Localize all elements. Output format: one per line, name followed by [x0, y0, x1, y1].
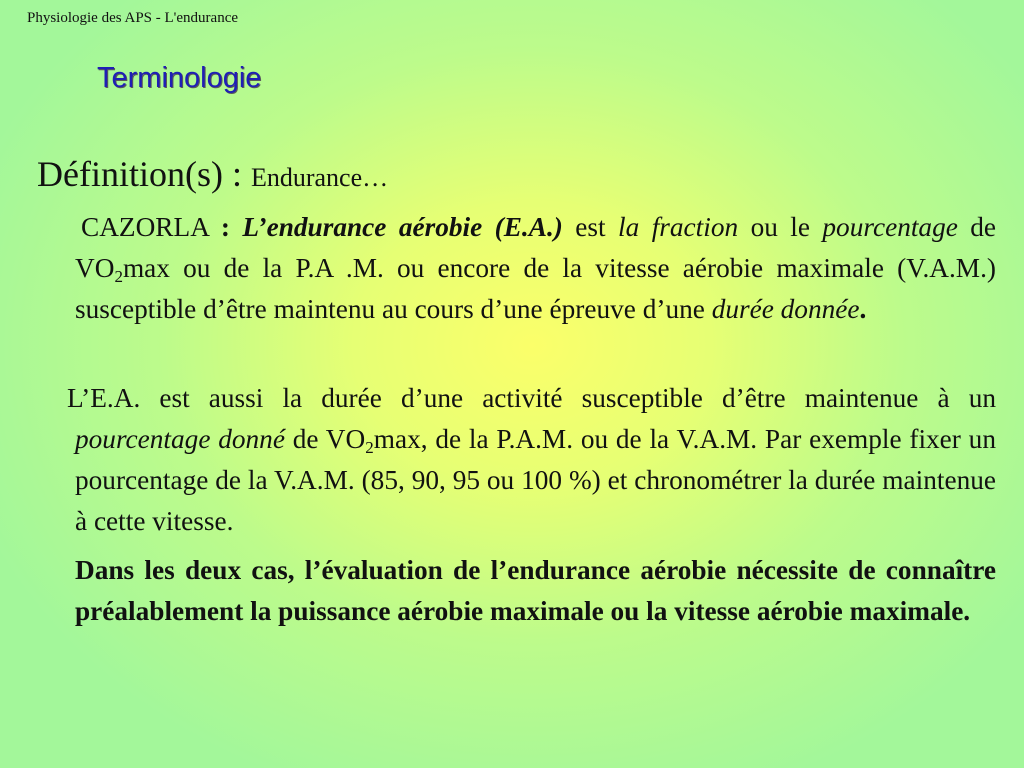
emphasis-pourcentage: pourcentage	[822, 212, 958, 242]
subscript-2: 2	[365, 438, 374, 457]
text: de VO	[75, 212, 997, 283]
emphasis-fraction: la fraction	[618, 212, 739, 242]
colon: :	[220, 212, 230, 242]
slide-title: Terminologie	[97, 62, 262, 94]
author-name: CAZORLA	[81, 212, 209, 242]
term-endurance-aerobie: L’endurance aérobie (E.A.)	[242, 212, 563, 242]
definition-heading-main: Définition(s) :	[37, 154, 242, 194]
text: max, de la P.A.M. ou de la V.A.M. Par exemple fixer un pourcentage de la V.A.M. (85, 90, 95 ou 100 %) et chronométrer la durée maintenue à cette vitesse.	[75, 424, 996, 536]
emphasis-duree-donnee: durée donnée	[711, 294, 860, 324]
definition-heading	[37, 153, 388, 199]
text: de VO	[292, 424, 366, 454]
text: est	[575, 212, 606, 242]
definition-heading-sub: Endurance…	[250, 163, 389, 192]
conclusion-paragraph: Dans les deux cas, l’évaluation de l’endurance aérobie nécessite de connaître préalablement la puissance aérobie maximale ou la vitesse aérobie maximale.	[75, 555, 996, 626]
text: ou le	[750, 212, 810, 242]
text: max ou de la P.A .M. ou encore de la vitesse aérobie maximale (V.A.M.) susceptible d’être maintenu au cours d’une épreuve d’une	[75, 253, 996, 324]
definition-paragraph-duree	[67, 378, 996, 542]
subscript-2: 2	[114, 267, 123, 286]
period: .	[859, 294, 867, 324]
definition-paragraph-cazorla	[75, 207, 996, 330]
text: L’E.A. est aussi la durée d’une activité susceptible d’être maintenue à un	[67, 383, 996, 413]
slide-header: Physiologie des APS - L'endurance	[27, 10, 239, 26]
emphasis-pourcentage-donne: pourcentage donné	[75, 424, 285, 454]
